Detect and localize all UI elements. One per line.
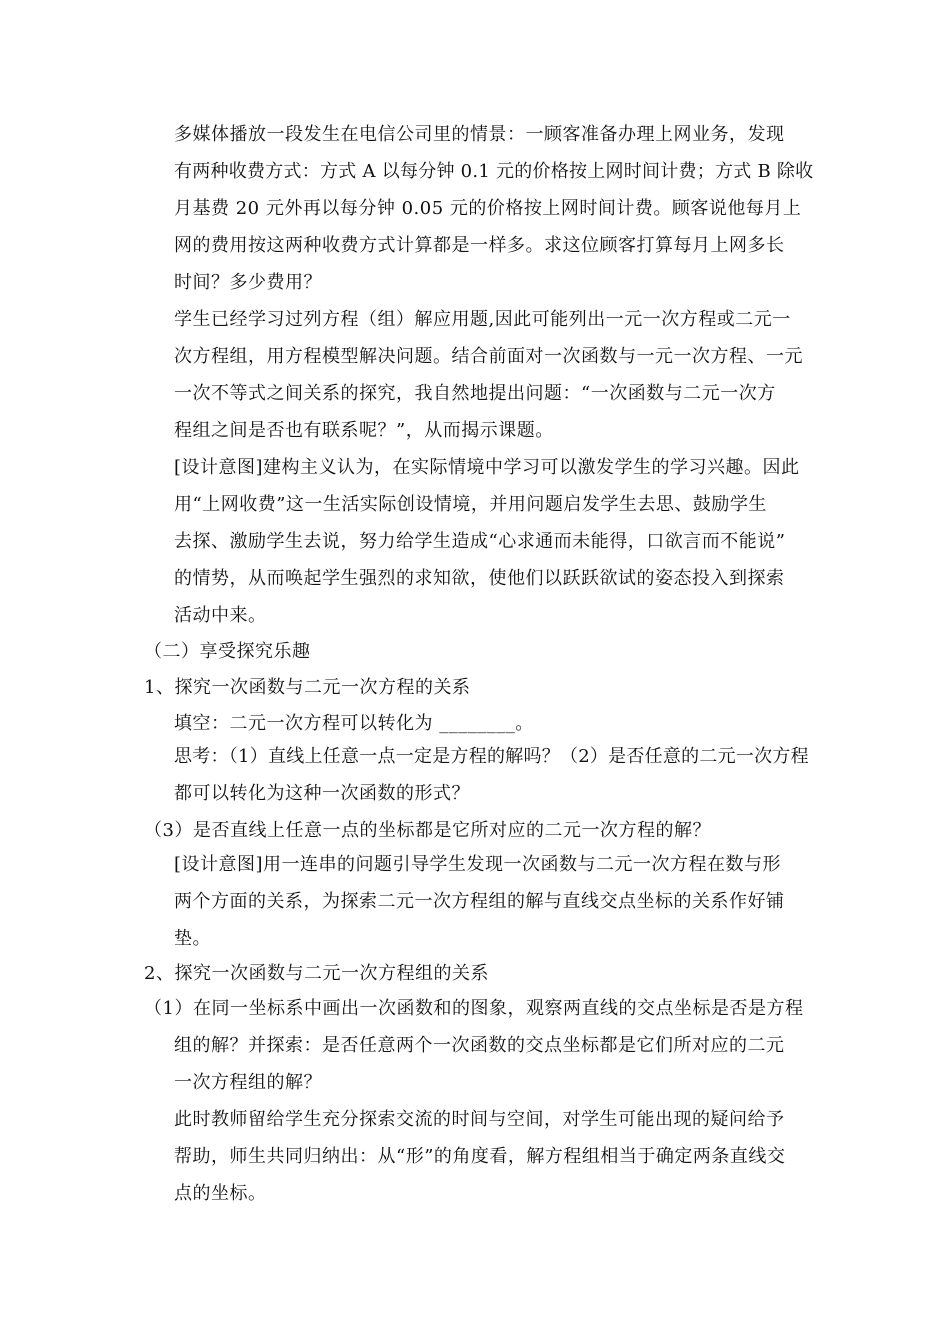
paragraph-line: [设计意图]建构主义认为，在实际情境中学习可以激发学生的学习兴趣。因此	[174, 457, 800, 478]
paragraph-line: 的情势，从而唤起学生强烈的求知欲，使他们以跃跃欲试的姿态投入到探索	[174, 568, 785, 589]
subsection-heading: 2、探究一次函数与二元一次方程组的关系	[144, 963, 489, 984]
paragraph-line: 次方程组，用方程模型解决问题。结合前面对一次函数与一元一次方程、一元	[174, 346, 803, 367]
paragraph-line: 两个方面的关系，为探索二元一次方程组的解与直线交点坐标的关系作好铺	[174, 891, 785, 912]
paragraph-line: 思考：（1）直线上任意一点一定是方程的解吗？（2）是否任意的二元一次方程	[174, 746, 809, 767]
paragraph-line: 多媒体播放一段发生在电信公司里的情景：一顾客准备办理上网业务，发现	[174, 124, 785, 145]
section-heading: （二）享受探究乐趣	[144, 641, 311, 662]
paragraph-line: 网的费用按这两种收费方式计算都是一样多。求这位顾客打算每月上网多长	[174, 235, 785, 256]
paragraph-line: 一次方程组的解？	[174, 1072, 322, 1093]
paragraph-line: 此时教师留给学生充分探索交流的时间与空间，对学生可能出现的疑问给予	[174, 1109, 785, 1130]
paragraph-line: 活动中来。	[174, 605, 267, 626]
paragraph-line: 学生已经学习过列方程（组）解应用题,因此可能列出一元一次方程或二元一	[174, 309, 791, 330]
paragraph-line: 组的解？并探索：是否任意两个一次函数的交点坐标都是它们所对应的二元	[174, 1035, 785, 1056]
paragraph-line: [设计意图]用一连串的问题引导学生发现一次函数与二元一次方程在数与形	[174, 854, 782, 875]
paragraph-line: 时间？多少费用？	[174, 272, 322, 293]
paragraph-line: 垫。	[174, 928, 211, 949]
paragraph-line: 填空：二元一次方程可以转化为 ________。	[174, 713, 534, 734]
paragraph-line: 一次不等式之间关系的探究，我自然地提出问题：“一次函数与二元一次方	[174, 383, 776, 404]
paragraph-line: 有两种收费方式：方式 A 以每分钟 0.1 元的价格按上网时间计费；方式 B 除收	[174, 161, 814, 182]
paragraph-line: 点的坐标。	[174, 1183, 267, 1204]
paragraph-line: 程组之间是否也有联系呢？”，从而揭示课题。	[174, 420, 554, 441]
paragraph-line: 帮助，师生共同归纳出：从“形”的角度看，解方程组相当于确定两条直线交	[174, 1146, 786, 1167]
paragraph-line: 去探、激励学生去说，努力给学生造成“心求通而未能得，口欲言而不能说”	[174, 531, 786, 552]
paragraph-line: 都可以转化为这种一次函数的形式？	[174, 783, 470, 804]
subsection-heading: 1、探究一次函数与二元一次方程的关系	[144, 677, 471, 698]
paragraph-line: （1）在同一坐标系中画出一次函数和的图象，观察两直线的交点坐标是否是方程	[144, 998, 804, 1019]
paragraph-line: 月基费 20 元外再以每分钟 0.05 元的价格按上网时间计费。顾客说他每月上	[174, 198, 802, 219]
paragraph-line: 用“上网收费”这一生活实际创设情境，并用问题启发学生去思、鼓励学生	[174, 494, 767, 515]
paragraph-line: （3）是否直线上任意一点的坐标都是它所对应的二元一次方程的解？	[144, 820, 711, 841]
